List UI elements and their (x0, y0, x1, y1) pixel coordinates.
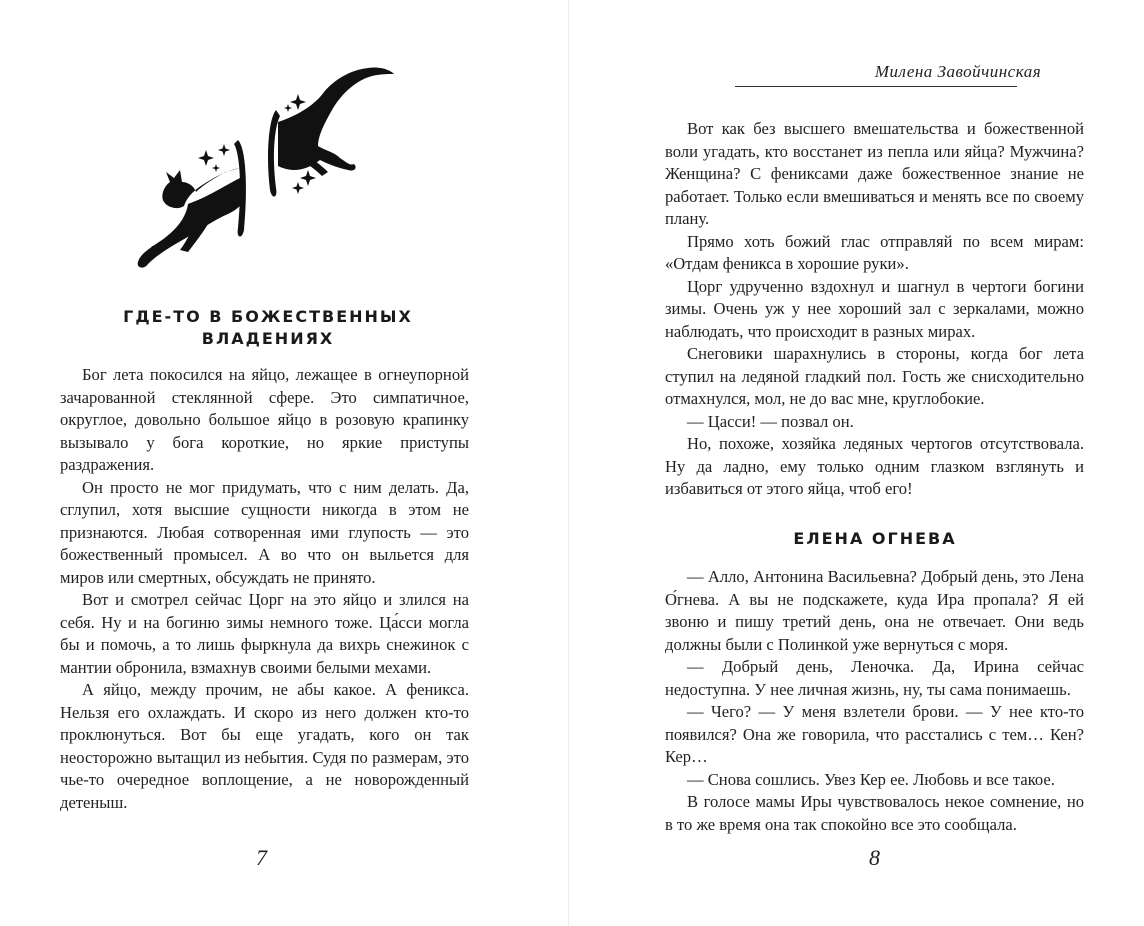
paragraph: Вот как без высшего вмешательства и божественной воли угадать, кто восстанет из пепла или яйца? Мужчина? Женщина? С фениксами даже божественное знание не работает. Только если вмешиваться и менять все по своему плану. (665, 119, 1084, 228)
paragraph: Бог лета покосился на яйцо, лежащее в огнеупорной зачарованной стеклянной сфере. Это симпатичное, округлое, довольно большое яйцо в розовую крапинку вызывало у бога короткие, но яркие приступы раздражения. (60, 365, 469, 474)
paragraph: Но, похоже, хозяйка ледяных чертогов отсутствовала. Ну да ладно, ему только одним глазком взглянуть и избавиться от этого яйца, чтоб его! (665, 434, 1084, 498)
paragraph: В голосе мамы Иры чувствовалось некое сомнение, но в то же время она так спокойно все это сообщала. (665, 792, 1084, 834)
section-heading-line-1: ГДЕ-ТО В БОЖЕСТВЕННЫХ (123, 307, 413, 326)
paragraph: А яйцо, между прочим, не абы какое. А феникса. Нельзя его охлаждать. И скоро из него должен кто-то проклюнуться. Вот бы еще угадать, кого он так неосторожно вытащил из небытия. Судя по размерам, это чье-то очередное воплощение, а не новорожденный детеныш. (60, 680, 469, 812)
right-body-text-part1 (665, 118, 1084, 501)
paragraph: — Добрый день, Леночка. Да, Ирина сейчас недоступна. У нее личная жизнь, ну, ты сама понимаешь. (665, 657, 1084, 699)
running-header: Милена Завойчинская (874, 62, 1042, 81)
right-body-text-part2 (665, 566, 1084, 836)
paragraph: — Снова сошлись. Увез Кер ее. Любовь и все такое. (687, 769, 1055, 789)
paragraph: Прямо хоть божий глас отправляй по всем мирам: «Отдам феникса в хорошие руки». (665, 231, 1084, 273)
left-body-text (60, 364, 469, 814)
paragraph: Он просто не мог придумать, что с ним делать. Да, сглупил, хотя высшие сущности никогда в этом не признаются. Любая сотворенная ими глупость — это божественный промысел. А во что он выльется для миров или смертных, обсуждать не принято. (60, 477, 469, 587)
section-heading: ЕЛЕНА ОГНЕВА (793, 529, 957, 548)
paragraph: — Чего? — У меня взлетели брови. — У нее кто-то появился? Она же говорила, что расстались с тем… Кен? Кер… (665, 702, 1084, 766)
page-number: 8 (869, 845, 880, 870)
page-number: 7 (256, 845, 267, 870)
right-page (569, 0, 1144, 926)
section-heading-line-2: ВЛАДЕНИЯХ (201, 329, 335, 348)
paragraph: Вот и смотрел сейчас Цорг на это яйцо и злился на себя. Ну и на богиню зимы немного тоже. Ца́сси могла бы и помочь, а то лишь фыркнула да вихрь снежинок с мантии обронила, взмахнув своими белыми мехами. (60, 590, 469, 677)
cats-through-portal-icon (128, 58, 418, 278)
paragraph: Цорг удрученно вздохнул и шагнул в чертоги богини зимы. Очень уж у нее хороший зал с зеркалами, можно наблюдать, что происходит в разных мирах. (665, 276, 1084, 341)
paragraph: Снеговики шарахнулись в стороны, когда бог лета ступил на ледяной гладкий пол. Гость же снисходительно отмахнулся, мол, не до вас мне, круглобокие. (665, 344, 1084, 408)
header-rule (735, 86, 1017, 87)
left-page (0, 0, 568, 926)
paragraph: — Алло, Антонина Васильевна? Добрый день, это Лена О́гнева. А вы не подскажете, куда Ира пропала? Я ей звоню и пишу третий день, она не отвечает. Они ведь должны были с Полинкой уже вернуться с моря. (665, 567, 1084, 654)
section-heading (78, 306, 458, 350)
paragraph: — Цасси! — позвал он. (687, 411, 854, 431)
